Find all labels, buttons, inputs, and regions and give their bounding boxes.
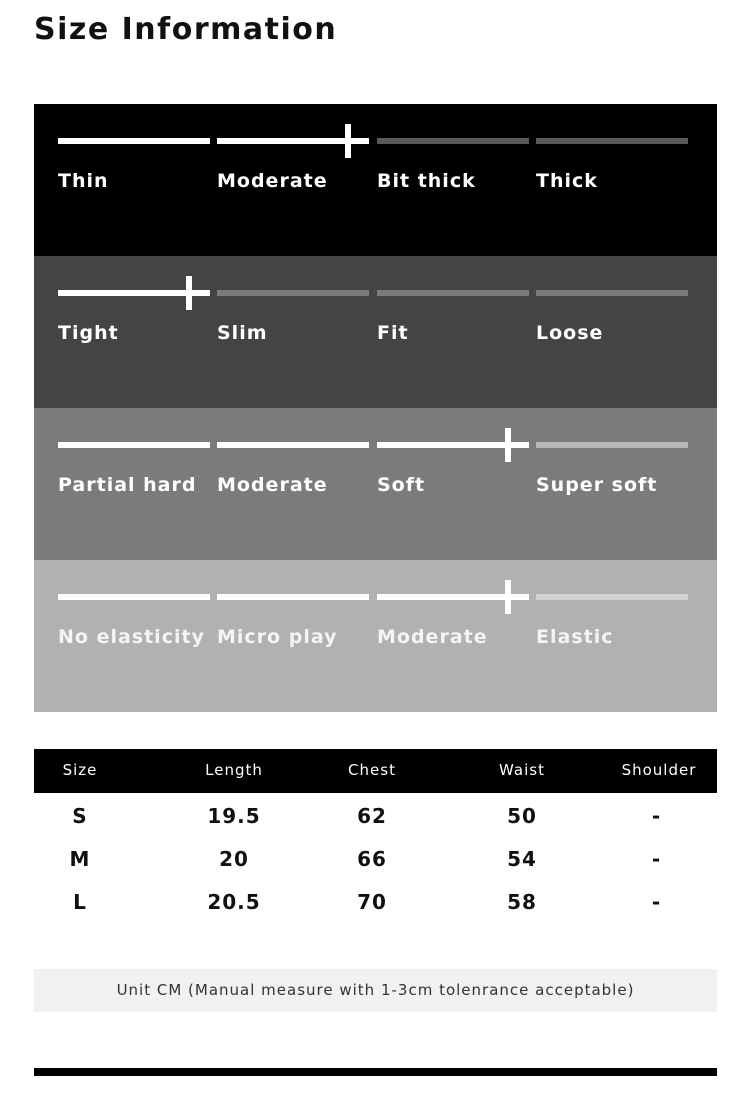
option-label: Slim [217,322,268,344]
attribute-row-softness [34,408,717,560]
attribute-row-thickness [34,104,717,256]
scale-segment [536,138,688,144]
divider [34,1068,717,1076]
size-cell: S [72,804,88,828]
scale-segment [377,138,529,144]
size-cell: M [69,847,91,871]
selected-marker [345,124,351,158]
option-label: Bit thick [377,170,476,192]
waist-cell: 54 [507,847,537,871]
table-row [34,881,717,924]
unit-note: Unit CM (Manual measure with 1-3cm tolenrance acceptable) [34,969,717,1012]
waist-cell: 50 [507,804,537,828]
size-table-header [34,749,717,793]
scale-segment [536,442,688,448]
option-label: Moderate [217,474,328,496]
scale-segment [217,442,369,448]
option-label: Micro play [217,626,338,648]
header-length: Length [205,761,263,779]
size-cell: L [73,890,87,914]
selected-marker [186,276,192,310]
scale-segment [58,442,210,448]
option-label: Partial hard [58,474,197,496]
length-cell: 20.5 [207,890,261,914]
shoulder-cell: - [651,890,662,914]
option-label: Elastic [536,626,614,648]
table-row [34,795,717,838]
shoulder-cell: - [651,804,662,828]
option-label: Soft [377,474,426,496]
chest-cell: 66 [357,847,387,871]
selected-marker [505,580,511,614]
scale-segment [58,138,210,144]
option-label: Thick [536,170,598,192]
option-label: Fit [377,322,409,344]
option-label: Loose [536,322,604,344]
chest-cell: 70 [357,890,387,914]
chest-cell: 62 [357,804,387,828]
option-label: Super soft [536,474,658,496]
option-label: Moderate [377,626,488,648]
header-chest: Chest [348,761,396,779]
scale-segment [536,290,688,296]
attribute-row-fit [34,256,717,408]
scale-segment [217,594,369,600]
header-shoulder: Shoulder [621,761,697,779]
selected-marker [505,428,511,462]
length-cell: 19.5 [207,804,261,828]
page-title: Size Information [34,12,338,47]
scale-segment [536,594,688,600]
length-cell: 20 [219,847,249,871]
attribute-row-elasticity [34,560,717,712]
option-label: Thin [58,170,109,192]
waist-cell: 58 [507,890,537,914]
option-label: Moderate [217,170,328,192]
scale-segment [377,290,529,296]
option-label: Tight [58,322,119,344]
scale-segment [217,290,369,296]
fabric-attributes-panel [34,104,717,712]
scale-segment [58,594,210,600]
header-waist: Waist [499,761,545,779]
table-row [34,838,717,881]
shoulder-cell: - [651,847,662,871]
option-label: No elasticity [58,626,205,648]
header-size: Size [62,761,98,779]
